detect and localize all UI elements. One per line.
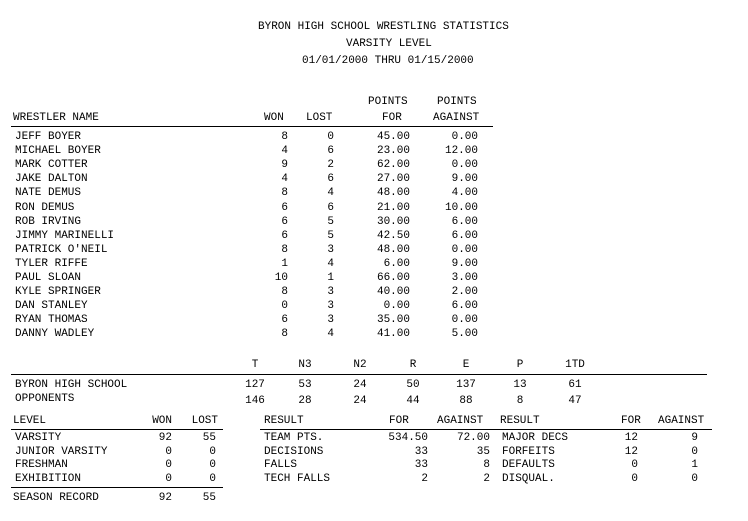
result2-against: 9 (691, 432, 698, 444)
result2-name: FORFEITS (502, 445, 555, 458)
level-won: 0 (165, 472, 172, 485)
result2-against: 0 (691, 472, 698, 485)
wrestler-name: RYAN THOMAS (15, 314, 88, 327)
result2-for: 12 (624, 432, 638, 444)
wrestler-header-rule (11, 126, 493, 127)
wrestler-points-for: 62.00 (376, 159, 410, 172)
level-lost-header: LOST (191, 415, 218, 427)
wrestler-name: PAUL SLOAN (15, 272, 82, 284)
wrestler-won: 8 (281, 286, 288, 299)
wrestler-lost: 6 (327, 173, 334, 186)
wrestler-points-for: 45.00 (376, 131, 410, 143)
wrestler-won: 8 (281, 187, 288, 200)
result-against: 35 (476, 445, 490, 458)
result2-against: 1 (691, 459, 698, 471)
wrestler-won: 6 (281, 201, 288, 214)
wrestler-name: NATE DEMUS (15, 187, 82, 200)
level-name: VARSITY (15, 432, 62, 444)
col-header-points-against-1: POINTS (437, 96, 477, 108)
wrestler-points-against: 6.00 (451, 229, 478, 242)
wrestler-points-against: 0.00 (451, 159, 478, 172)
report-date-range: 01/01/2000 THRU 01/15/2000 (302, 55, 474, 67)
wrestler-name: PATRICK O'NEIL (15, 243, 108, 256)
level-won-header: WON (152, 415, 172, 427)
team-stat-value: 88 (459, 395, 473, 407)
team-stat-value: 13 (513, 379, 527, 391)
result-against-header: AGAINST (437, 415, 484, 427)
level-won: 0 (165, 459, 172, 471)
wrestler-points-against: 5.00 (451, 328, 478, 341)
wrestler-points-for: 48.00 (376, 187, 410, 200)
wrestler-lost: 3 (327, 300, 334, 313)
wrestler-won: 4 (281, 145, 288, 158)
wrestler-won: 6 (281, 229, 288, 242)
wrestler-won: 9 (281, 159, 288, 172)
season-record-won: 92 (158, 492, 172, 504)
col-header-wrestler-name: WRESTLER NAME (13, 112, 99, 124)
wrestler-name: TYLER RIFFE (15, 257, 88, 270)
team-name: BYRON HIGH SCHOOL (15, 379, 128, 391)
wrestler-name: MARK COTTER (15, 159, 88, 172)
wrestler-name: KYLE SPRINGER (15, 286, 101, 299)
level-won: 0 (165, 445, 172, 458)
level-header-rule (11, 429, 223, 430)
team-stat-value: 137 (456, 379, 476, 391)
team-stat-header: P (516, 359, 524, 371)
wrestler-points-for: 6.00 (383, 257, 410, 270)
wrestler-points-against: 10.00 (444, 201, 478, 214)
result2-for: 0 (631, 459, 638, 471)
team-stats-rule (11, 374, 707, 375)
wrestler-lost: 0 (327, 131, 334, 143)
wrestler-points-against: 4.00 (451, 187, 478, 200)
level-header: LEVEL (13, 415, 47, 427)
result-header: RESULT (264, 415, 304, 427)
team-stat-value: 24 (353, 379, 367, 391)
results-header-rule (260, 429, 712, 430)
result2-header: RESULT (500, 415, 540, 427)
wrestler-name: RON DEMUS (15, 201, 75, 214)
result-against: 8 (483, 459, 490, 471)
col-header-points-for-2: FOR (382, 112, 402, 124)
result2-for: 0 (631, 472, 638, 485)
wrestler-name: JEFF BOYER (15, 131, 82, 143)
result-against: 2 (483, 472, 490, 485)
wrestler-lost: 3 (327, 314, 334, 327)
wrestler-name: JIMMY MARINELLI (15, 229, 115, 242)
wrestler-lost: 5 (327, 215, 334, 228)
level-lost: 0 (209, 472, 216, 485)
result2-against: 0 (691, 445, 698, 458)
wrestler-points-against: 9.00 (451, 173, 478, 186)
wrestler-points-for: 30.00 (376, 215, 410, 228)
season-record-lost: 55 (202, 492, 216, 504)
team-stat-header: T (251, 359, 259, 371)
wrestler-points-for: 27.00 (376, 173, 410, 186)
level-name: JUNIOR VARSITY (15, 445, 108, 458)
team-stat-header: E (462, 359, 470, 371)
wrestler-won: 1 (281, 257, 288, 270)
wrestler-points-against: 0.00 (451, 131, 478, 143)
wrestler-points-against: 2.00 (451, 286, 478, 299)
wrestler-lost: 5 (327, 229, 334, 242)
team-stat-value: 28 (298, 395, 312, 407)
result-name: FALLS (264, 459, 298, 471)
wrestler-lost: 2 (327, 159, 334, 172)
wrestler-points-for: 66.00 (376, 272, 410, 284)
result-name: DECISIONS (264, 445, 324, 458)
col-header-points-for-1: POINTS (368, 96, 408, 108)
wrestler-name: JAKE DALTON (15, 173, 88, 186)
level-lost: 55 (202, 432, 216, 444)
wrestler-points-for: 42.50 (376, 229, 410, 242)
result2-name: MAJOR DECS (502, 432, 569, 444)
team-stat-value: 47 (568, 395, 582, 407)
season-record-label: SEASON RECORD (13, 492, 99, 504)
wrestler-points-against: 12.00 (444, 145, 478, 158)
result-for: 534.50 (388, 432, 428, 444)
report-level: VARSITY LEVEL (346, 38, 432, 50)
wrestler-points-for: 35.00 (376, 314, 410, 327)
team-stat-header: R (409, 359, 417, 371)
wrestler-points-for: 48.00 (376, 243, 410, 256)
result-name: TECH FALLS (264, 472, 331, 485)
wrestler-won: 0 (281, 300, 288, 313)
team-stat-value: 127 (245, 379, 265, 391)
wrestler-points-against: 0.00 (451, 314, 478, 327)
wrestler-lost: 3 (327, 286, 334, 299)
col-header-lost: LOST (306, 112, 333, 124)
team-stat-header: N2 (353, 359, 367, 371)
level-won: 92 (158, 432, 172, 444)
wrestler-won: 6 (281, 314, 288, 327)
result-for: 33 (414, 459, 428, 471)
level-lost: 0 (209, 459, 216, 471)
wrestler-name: ROB IRVING (15, 215, 82, 228)
team-name: OPPONENTS (15, 393, 75, 405)
team-stat-value: 61 (568, 379, 582, 391)
wrestler-name: DAN STANLEY (15, 300, 88, 313)
result-against: 72.00 (456, 432, 490, 444)
wrestler-name: MICHAEL BOYER (15, 145, 101, 158)
wrestler-points-against: 0.00 (451, 243, 478, 256)
result2-against-header: AGAINST (658, 415, 705, 427)
team-stat-value: 8 (516, 395, 524, 407)
wrestler-lost: 6 (327, 201, 334, 214)
wrestler-points-for: 21.00 (376, 201, 410, 214)
team-stat-value: 44 (406, 395, 420, 407)
result-for: 33 (414, 445, 428, 458)
wrestler-won: 8 (281, 328, 288, 341)
team-stat-value: 53 (298, 379, 312, 391)
wrestler-lost: 4 (327, 257, 334, 270)
wrestler-lost: 4 (327, 187, 334, 200)
wrestler-won: 6 (281, 215, 288, 228)
level-total-rule (11, 487, 223, 488)
report-title: BYRON HIGH SCHOOL WRESTLING STATISTICS (258, 21, 509, 33)
wrestler-won: 8 (281, 243, 288, 256)
result2-name: DISQUAL. (502, 472, 555, 485)
team-stat-header: 1TD (565, 359, 585, 371)
wrestler-lost: 3 (327, 243, 334, 256)
level-name: EXHIBITION (15, 472, 82, 485)
result2-for-header: FOR (621, 415, 641, 427)
wrestler-points-against: 6.00 (451, 300, 478, 313)
wrestler-won: 8 (281, 131, 288, 143)
result2-for: 12 (624, 445, 638, 458)
result-for-header: FOR (389, 415, 409, 427)
wrestler-points-for: 23.00 (376, 145, 410, 158)
wrestler-lost: 1 (327, 272, 334, 284)
result-for: 2 (421, 472, 428, 485)
result2-name: DEFAULTS (502, 459, 555, 471)
team-stat-value: 24 (353, 395, 367, 407)
wrestler-points-for: 0.00 (383, 300, 410, 313)
team-stat-value: 146 (245, 395, 265, 407)
col-header-points-against-2: AGAINST (433, 112, 480, 124)
wrestler-won: 10 (274, 272, 288, 284)
wrestler-lost: 6 (327, 145, 334, 158)
wrestler-points-against: 6.00 (451, 215, 478, 228)
col-header-won: WON (264, 112, 284, 124)
level-lost: 0 (209, 445, 216, 458)
wrestler-points-against: 3.00 (451, 272, 478, 284)
team-stat-value: 50 (406, 379, 420, 391)
wrestler-name: DANNY WADLEY (15, 328, 95, 341)
level-name: FRESHMAN (15, 459, 68, 471)
result-name: TEAM PTS. (264, 432, 324, 444)
wrestler-won: 4 (281, 173, 288, 186)
team-stat-header: N3 (298, 359, 312, 371)
wrestler-points-against: 9.00 (451, 257, 478, 270)
wrestler-points-for: 41.00 (376, 328, 410, 341)
wrestler-points-for: 40.00 (376, 286, 410, 299)
wrestler-lost: 4 (327, 328, 334, 341)
